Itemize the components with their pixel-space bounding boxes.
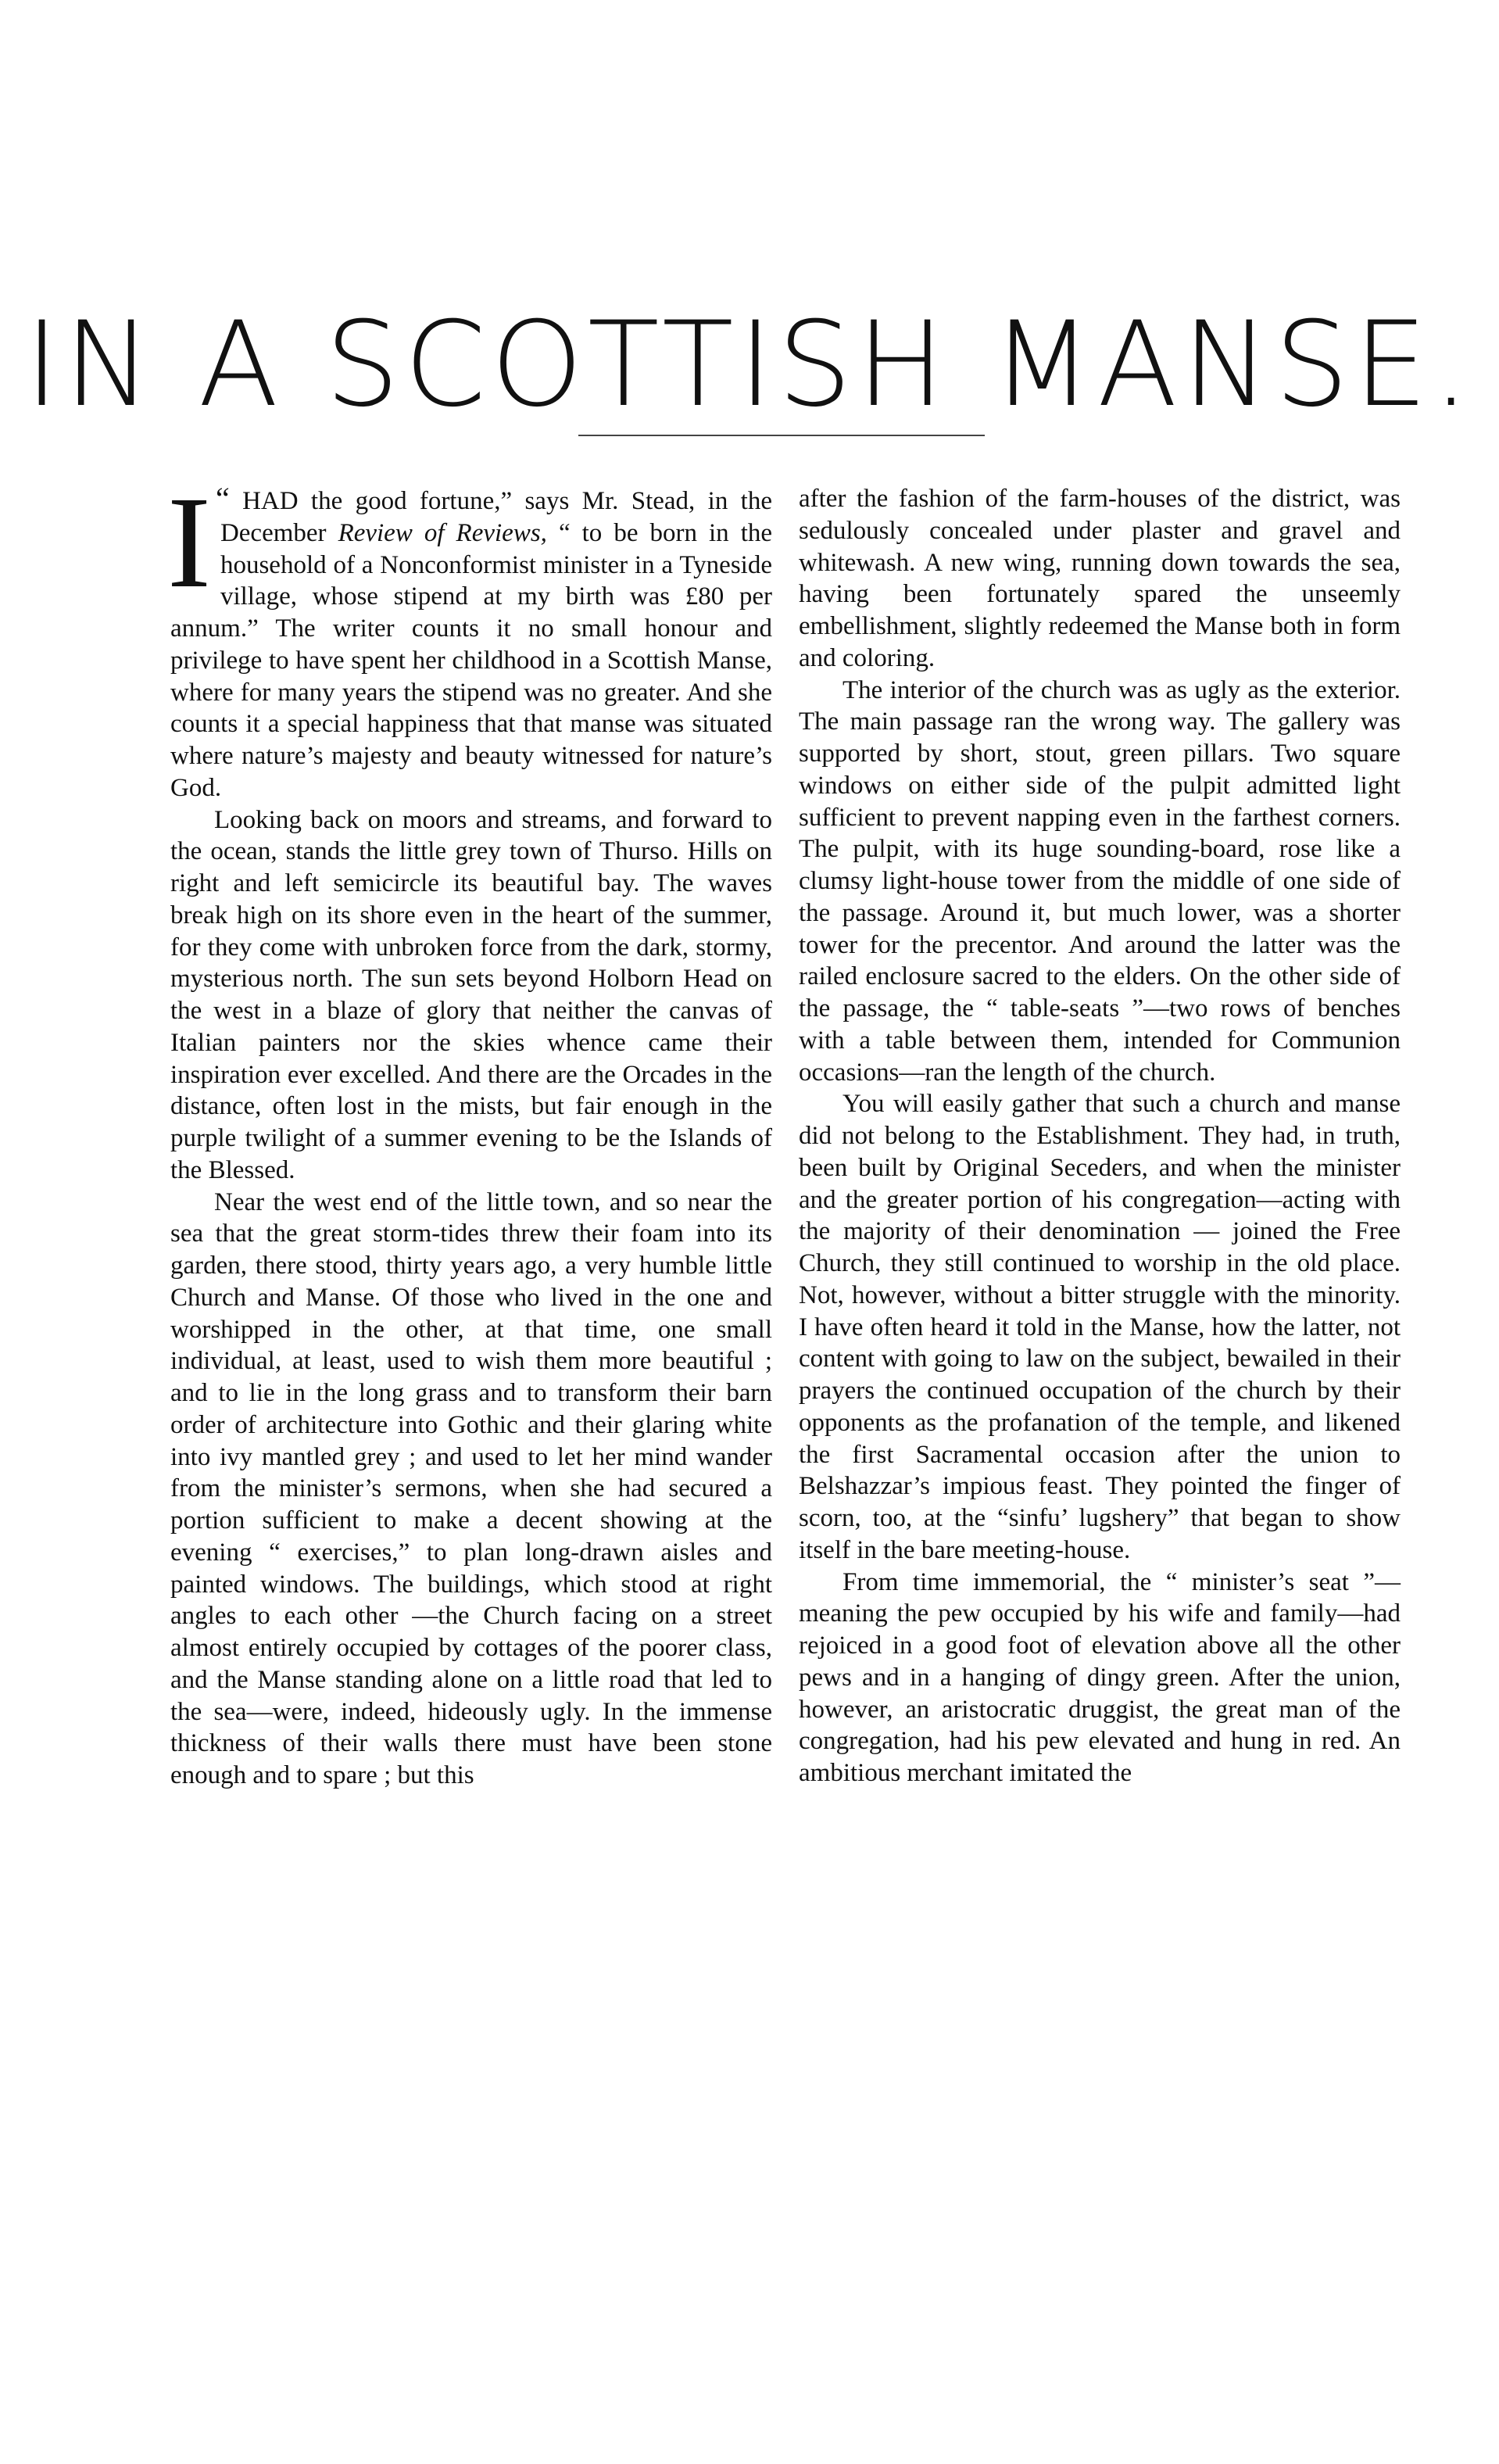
opening-quote: “ (215, 481, 230, 516)
paragraph: The interior of the church was as ugly as the exterior. The main passage ran the wrong way. The gallery was supported by short, stout, green pillars. Two square windows on either side of the pulpit admitted light sufficient to prevent napping even in the farthest corners. The pulpit, with its huge sounding-board, rose like a clumsy light-house tower from the middle of one side of the passage. Around it, but much lower, was a shorter tower for the precentor. And around the latter was the railed enclosure sacred to the elders. On the other side of the passage, the “ table-seats ”—two rows of benches with a table between them, intended for Communion occasions—ran the length of the church. (799, 675, 1401, 1087)
left-column (167, 470, 773, 1792)
paragraph: From time immemorial, the “ minister’s seat ”—meaning the pew occupied by his wife and family—had rejoiced in a good foot of elevation above all the other pews and in a hanging of dingy green. After the union, however, an aristocratic druggist, the great man of the congregation, had his pew elevated and hung in red. An ambitious merchant imitated the (799, 1567, 1401, 1787)
right-column (799, 483, 1401, 1789)
paragraph: You will easily gather that such a church and manse did not belong to the Establishment. They had, in truth, been built by Original Seceders, and when the minister and the greater portion of his congregation—acting with the majority of their denomination — joined the Free Church, they still continued to worship in the old place. Not, however, without a bitter struggle with the minority. I have often heard it told in the Manse, how the latter, not content with going to law on the subject, bewailed in their prayers the continued occupation of the church by their opponents as the profanation of the temple, and likened the first Sacramental occasion after the union to Belshazzar’s impious feast. They pointed the finger of scorn, too, at the “sinfu’ lugshery” that began to show itself in the bare meeting-house. (799, 1090, 1401, 1564)
paragraph: I “ HAD the good fortune,” says Mr. Stead, in the December Review of Reviews, “ to be born in the household of a Nonconformist minister in a Tyneside village, whose stipend at my birth was £80 per annum.” The writer counts it no small honour and privilege to have spent her childhood in a Scottish Manse, where for many years the stipend was no greater. And she counts it a special happiness that that manse was situated where nature’s majesty and beauty witnessed for nature’s God. (167, 470, 773, 802)
paragraph: Looking back on moors and streams, and forward to the ocean, stands the little grey town of Thurso. Hills on right and left semicircle its beautiful bay. The waves break high on its shore even in the heart of the summer, for they come with unbroken force from the dark, stormy, mysterious north. The sun sets beyond Holborn Head on the west in a blaze of glory that neither the canvas of Italian painters nor the skies whence came their inspiration ever excelled. And there are the Orcades in the distance, often lost in the mists, but fair enough in the purple twilight of a summer evening to be the Islands of the Blessed. (170, 805, 772, 1184)
paragraph: after the fashion of the farm-houses of the district, was sedulously concealed under plaster and gravel and whitewash. A new wing, running down towards the sea, having been fortunately spared the unseemly embellishment, slightly redeemed the Manse both in form and coloring. (799, 485, 1401, 672)
paragraph: Near the west end of the little town, and so near the sea that the great storm-tides threw their foam into its garden, there stood, thirty years ago, a very humble little Church and Manse. Of those who lived in the one and worshipped in the other, at that time, one small individual, at least, used to wish them more beautiful ; and to lie in the long grass and to transform their barn order of architecture into Gothic and their glaring white into ivy mantled grey ; and used to let her mind wander from the minister’s sermons, when she had secured a portion sufficient to make a decent showing at the evening “ exercises,” to plan long-drawn aisles and painted windows. The buildings, which stood at right angles to each other —the Church facing on a street almost entirely occupied by cottages of the poorer class, and the Manse standing alone on a little road that led to the sea—were, indeed, hideously ugly. In the immense thickness of their walls there must have been stone enough and to spare ; but this (170, 1187, 772, 1789)
drop-cap: I (167, 470, 211, 615)
title-divider (578, 435, 985, 436)
article-title: IN A SCOTTISH MANSE. (24, 297, 1475, 433)
italic-title: Review of Reviews, (338, 518, 547, 547)
